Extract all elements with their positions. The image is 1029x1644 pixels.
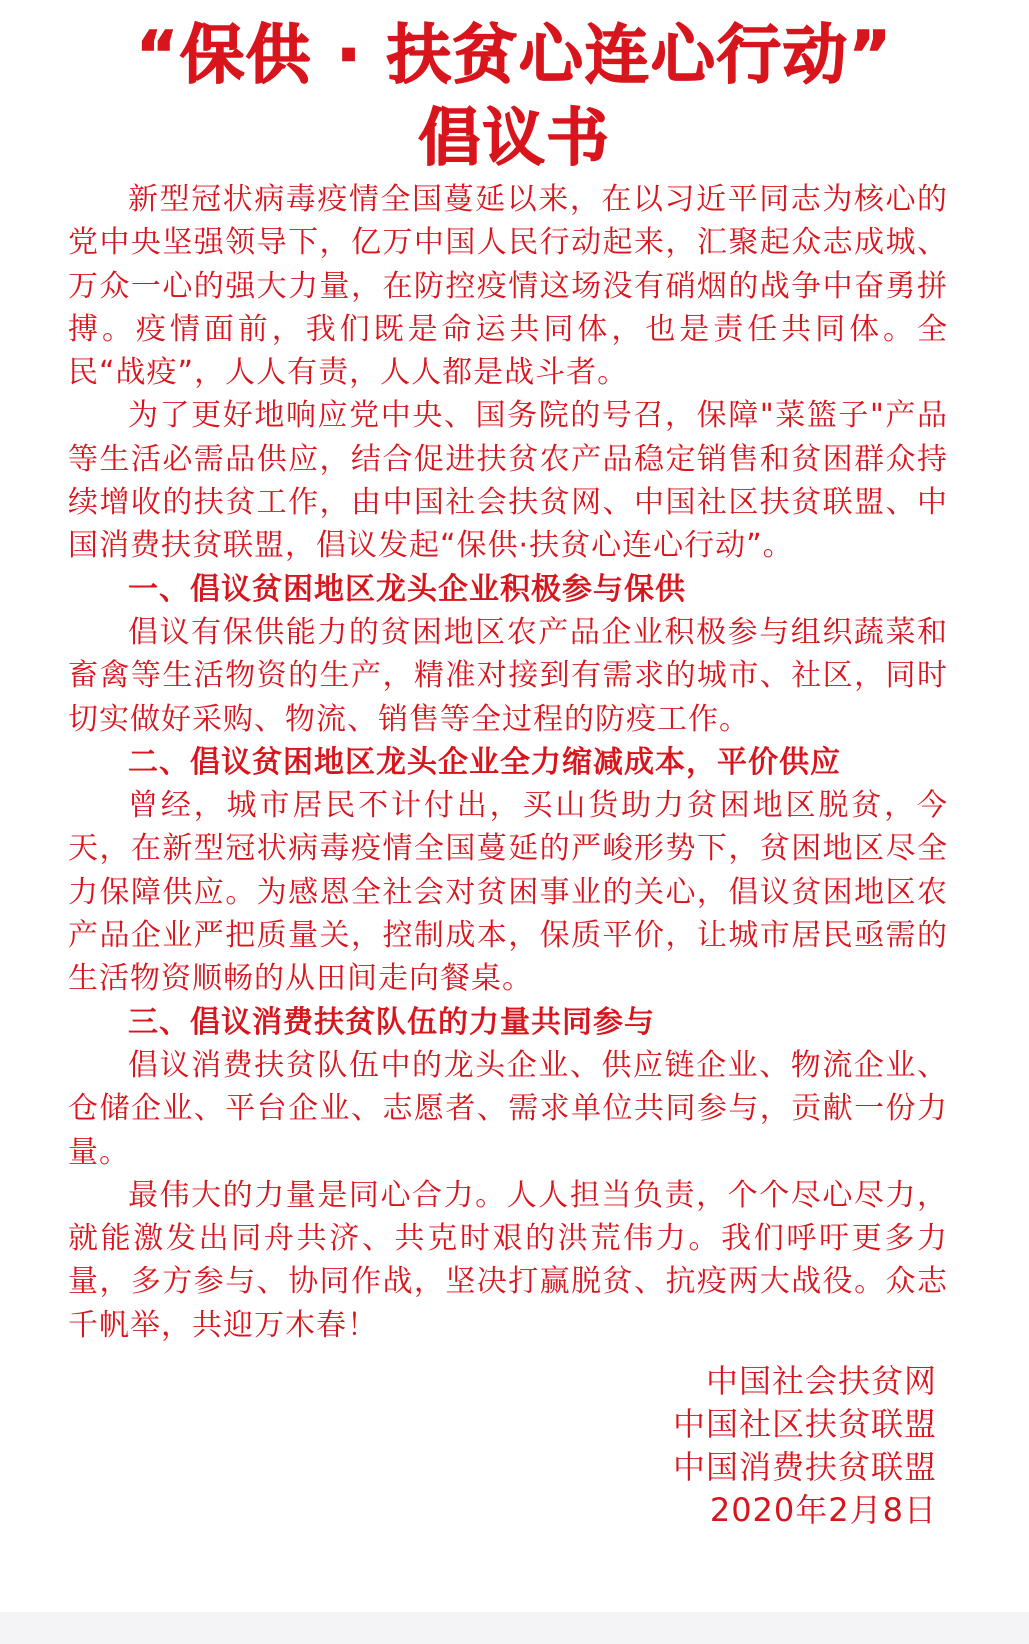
intro-paragraph: 新型冠状病毒疫情全国蔓延以来，在以习近平同志为核心的党中央坚强领导下，亿万中国人民行动起来，汇聚起众志成城、万众一心的强大力量，在防控疫情这场没有硝烟的战争中奋勇拼搏。疫情面前，我们既是命运共同体，也是责任共同体。全民“战疫”，人人有责，人人都是战斗者。	[68, 182, 948, 391]
signature-org-3: 中国消费扶贫联盟	[672, 1448, 937, 1486]
section-heading-3: 三、倡议消费扶贫队伍的力量共同参与	[128, 1004, 655, 1040]
signature-org-2: 中国社区扶贫联盟	[672, 1405, 937, 1443]
section-heading-2: 二、倡议贫困地区龙头企业全力缩减成本，平价供应	[128, 744, 841, 780]
purpose-paragraph: 为了更好地响应党中央、国务院的号召，保障"菜篮子"产品等生活必需品供应，结合促进扶贫农产品稳定销售和贫困群众持续增收的扶贫工作，由中国社会扶贫网、中国社区扶贫联盟、中国消费扶贫联盟，倡议发起“保供·扶贫心连心行动”。	[68, 398, 948, 564]
signature-block	[673, 1360, 937, 1532]
document-title: “保供 · 扶贫心连心行动”	[136, 19, 893, 93]
signature-org-1: 中国社会扶贫网	[705, 1362, 937, 1400]
section-paragraph-3: 倡议消费扶贫队伍中的龙头企业、供应链企业、物流企业、仓储企业、平台企业、志愿者、需求单位共同参与，贡献一份力量。	[68, 1047, 948, 1170]
signature-date: 2020年2月8日	[709, 1491, 937, 1529]
section-paragraph-2: 曾经，城市居民不计付出，买山货助力贫困地区脱贫，今天，在新型冠状病毒疫情全国蔓延的严峻形势下，贫困地区尽全力保障供应。为感恩全社会对贫困事业的关心，倡议贫困地区农产品企业严把质量关，控制成本，保质平价，让城市居民亟需的生活物资顺畅的从田间走向餐桌。	[68, 788, 948, 997]
section-heading-1: 一、倡议贫困地区龙头企业积极参与保供	[128, 571, 686, 607]
section-paragraph-1: 倡议有保供能力的贫困地区农产品企业积极参与组织蔬菜和畜禽等生活物资的生产，精准对接到有需求的城市、社区，同时切实做好采购、物流、销售等全过程的防疫工作。	[68, 614, 948, 737]
closing-paragraph: 最伟大的力量是同心合力。人人担当负责，个个尽心尽力，就能激发出同舟共济、共克时艰的洪荒伟力。我们呼吁更多力量，多方参与、协同作战，坚决打赢脱贫、抗疫两大战役。众志千帆举，共迎万木春！	[68, 1177, 948, 1343]
document-body	[68, 178, 948, 1347]
document-subtitle: 倡议书	[418, 101, 611, 174]
